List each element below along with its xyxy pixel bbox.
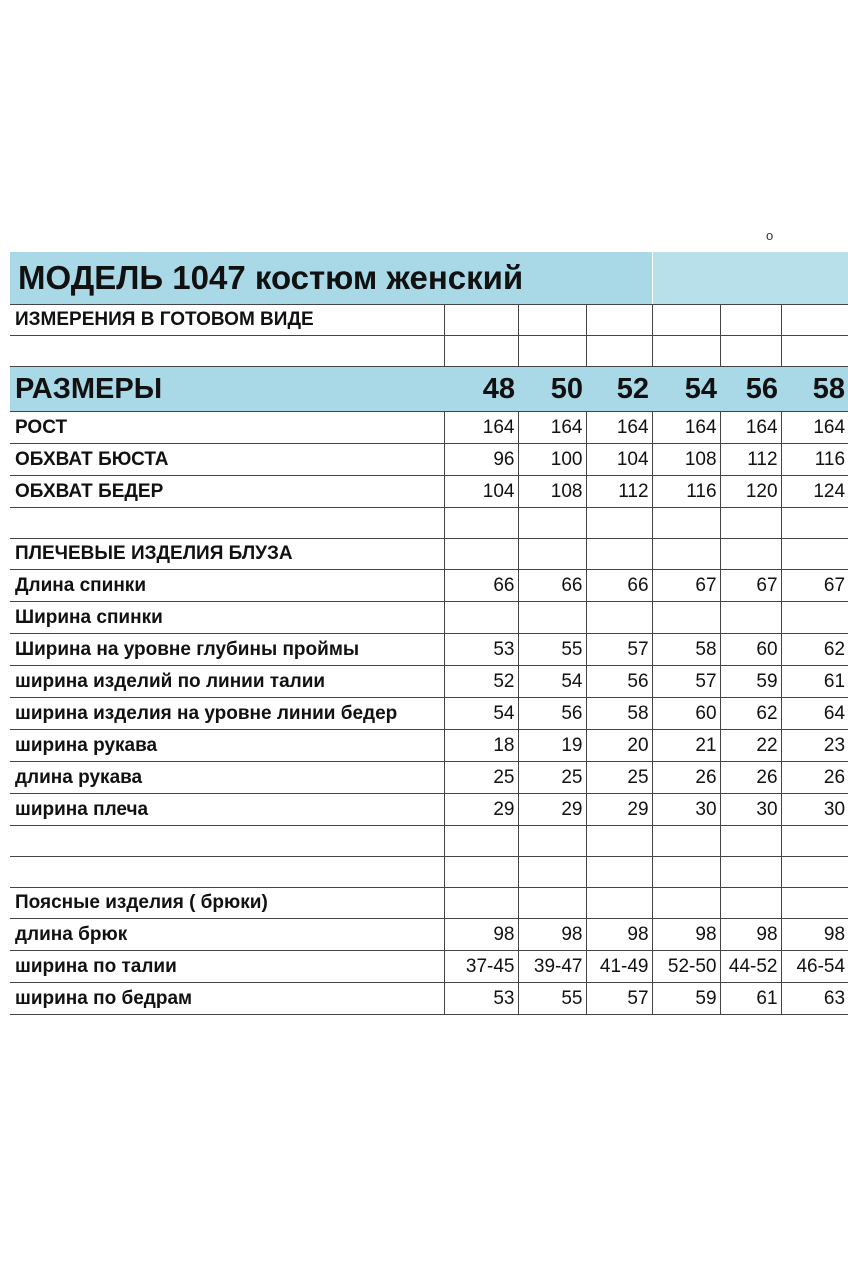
- value-cell: 25: [518, 762, 586, 794]
- blouse-row: [10, 794, 848, 826]
- value-cell: 30: [652, 794, 720, 826]
- row-label: ширина изделия на уровне линии бедер: [10, 698, 444, 730]
- value-cell: 52-50: [652, 951, 720, 983]
- value-cell: [518, 602, 586, 634]
- title-row: [10, 252, 848, 305]
- value-cell: [586, 602, 652, 634]
- row-label: длина брюк: [10, 919, 444, 951]
- size-header: 54: [652, 367, 720, 412]
- blouse-row: [10, 698, 848, 730]
- value-cell: 56: [586, 666, 652, 698]
- value-cell: 67: [781, 570, 848, 602]
- size-header: 52: [586, 367, 652, 412]
- value-cell: 19: [518, 730, 586, 762]
- value-cell: 29: [586, 794, 652, 826]
- blouse-row: [10, 762, 848, 794]
- value-cell: 104: [586, 444, 652, 476]
- pants-section-title: Поясные изделия ( брюки): [10, 888, 444, 919]
- value-cell: 124: [781, 476, 848, 508]
- value-cell: 60: [720, 634, 781, 666]
- value-cell: 56: [518, 698, 586, 730]
- value-cell: 98: [720, 919, 781, 951]
- value-cell: 55: [518, 634, 586, 666]
- value-cell: 66: [444, 570, 518, 602]
- value-cell: 108: [652, 444, 720, 476]
- row-label: Ширина спинки: [10, 602, 444, 634]
- value-cell: 21: [652, 730, 720, 762]
- blank-row: [10, 857, 848, 888]
- value-cell: 29: [518, 794, 586, 826]
- value-cell: 98: [444, 919, 518, 951]
- measurements-subtitle: ИЗМЕРЕНИЯ В ГОТОВОМ ВИДЕ: [10, 305, 444, 336]
- value-cell: 108: [518, 476, 586, 508]
- value-cell: 30: [781, 794, 848, 826]
- size-table: [10, 252, 848, 1015]
- blouse-section-title: ПЛЕЧЕВЫЕ ИЗДЕЛИЯ БЛУЗА: [10, 539, 444, 570]
- blouse-row: [10, 634, 848, 666]
- value-cell: 52: [444, 666, 518, 698]
- value-cell: 22: [720, 730, 781, 762]
- blank-row: [10, 336, 848, 367]
- value-cell: 20: [586, 730, 652, 762]
- value-cell: 112: [586, 476, 652, 508]
- pants-row: [10, 919, 848, 951]
- value-cell: 98: [586, 919, 652, 951]
- row-label: Ширина на уровне глубины проймы: [10, 634, 444, 666]
- value-cell: 164: [720, 412, 781, 444]
- value-cell: 164: [518, 412, 586, 444]
- blouse-row: [10, 666, 848, 698]
- value-cell: 63: [781, 983, 848, 1015]
- value-cell: 54: [444, 698, 518, 730]
- value-cell: 55: [518, 983, 586, 1015]
- value-cell: 164: [652, 412, 720, 444]
- model-title: МОДЕЛЬ 1047 костюм женский: [10, 252, 652, 305]
- value-cell: 57: [586, 634, 652, 666]
- value-cell: [652, 602, 720, 634]
- value-cell: 29: [444, 794, 518, 826]
- value-cell: 67: [652, 570, 720, 602]
- value-cell: 164: [444, 412, 518, 444]
- subtitle-row: [10, 305, 848, 336]
- title-fill: [652, 252, 848, 305]
- pants-row: [10, 951, 848, 983]
- value-cell: 54: [518, 666, 586, 698]
- value-cell: 164: [781, 412, 848, 444]
- value-cell: 46-54: [781, 951, 848, 983]
- row-label: ширина изделий по линии талии: [10, 666, 444, 698]
- row-label: длина рукава: [10, 762, 444, 794]
- body-measurement-row: [10, 444, 848, 476]
- pants-row: [10, 983, 848, 1015]
- value-cell: 116: [781, 444, 848, 476]
- value-cell: 60: [652, 698, 720, 730]
- value-cell: 98: [781, 919, 848, 951]
- row-label: РОСТ: [10, 412, 444, 444]
- blank-row: [10, 826, 848, 857]
- value-cell: 62: [720, 698, 781, 730]
- value-cell: 120: [720, 476, 781, 508]
- body-measurement-row: [10, 412, 848, 444]
- size-header: 58: [781, 367, 848, 412]
- value-cell: 25: [444, 762, 518, 794]
- value-cell: 100: [518, 444, 586, 476]
- value-cell: 53: [444, 983, 518, 1015]
- value-cell: 26: [720, 762, 781, 794]
- value-cell: 66: [518, 570, 586, 602]
- value-cell: [444, 602, 518, 634]
- size-header: 50: [518, 367, 586, 412]
- row-label: ширина плеча: [10, 794, 444, 826]
- size-header: 56: [720, 367, 781, 412]
- value-cell: 164: [586, 412, 652, 444]
- value-cell: 41-49: [586, 951, 652, 983]
- row-label: ширина по бедрам: [10, 983, 444, 1015]
- row-label: ширина по талии: [10, 951, 444, 983]
- value-cell: 57: [586, 983, 652, 1015]
- value-cell: 59: [720, 666, 781, 698]
- value-cell: 59: [652, 983, 720, 1015]
- value-cell: 58: [586, 698, 652, 730]
- value-cell: 57: [652, 666, 720, 698]
- value-cell: [720, 602, 781, 634]
- value-cell: 26: [652, 762, 720, 794]
- value-cell: 116: [652, 476, 720, 508]
- value-cell: 66: [586, 570, 652, 602]
- value-cell: 67: [720, 570, 781, 602]
- sizes-row: [10, 367, 848, 412]
- value-cell: 44-52: [720, 951, 781, 983]
- value-cell: 58: [652, 634, 720, 666]
- value-cell: 112: [720, 444, 781, 476]
- blank-row: [10, 508, 848, 539]
- value-cell: [781, 602, 848, 634]
- row-label: ширина рукава: [10, 730, 444, 762]
- value-cell: 62: [781, 634, 848, 666]
- body-measurement-row: [10, 476, 848, 508]
- blouse-row: [10, 730, 848, 762]
- value-cell: 98: [652, 919, 720, 951]
- value-cell: 64: [781, 698, 848, 730]
- sizes-label: РАЗМЕРЫ: [10, 367, 444, 412]
- blouse-row: [10, 570, 848, 602]
- stray-mark: o: [766, 228, 774, 243]
- size-header: 48: [444, 367, 518, 412]
- value-cell: 37-45: [444, 951, 518, 983]
- value-cell: 96: [444, 444, 518, 476]
- row-label: Длина спинки: [10, 570, 444, 602]
- blouse-section-title-row: [10, 539, 848, 570]
- value-cell: 18: [444, 730, 518, 762]
- value-cell: 61: [781, 666, 848, 698]
- value-cell: 25: [586, 762, 652, 794]
- value-cell: 53: [444, 634, 518, 666]
- row-label: ОБХВАТ БЕДЕР: [10, 476, 444, 508]
- pants-section-title-row: [10, 888, 848, 919]
- blouse-row: [10, 602, 848, 634]
- value-cell: 104: [444, 476, 518, 508]
- value-cell: 39-47: [518, 951, 586, 983]
- row-label: ОБХВАТ БЮСТА: [10, 444, 444, 476]
- value-cell: 23: [781, 730, 848, 762]
- value-cell: 30: [720, 794, 781, 826]
- value-cell: 61: [720, 983, 781, 1015]
- value-cell: 98: [518, 919, 586, 951]
- value-cell: 26: [781, 762, 848, 794]
